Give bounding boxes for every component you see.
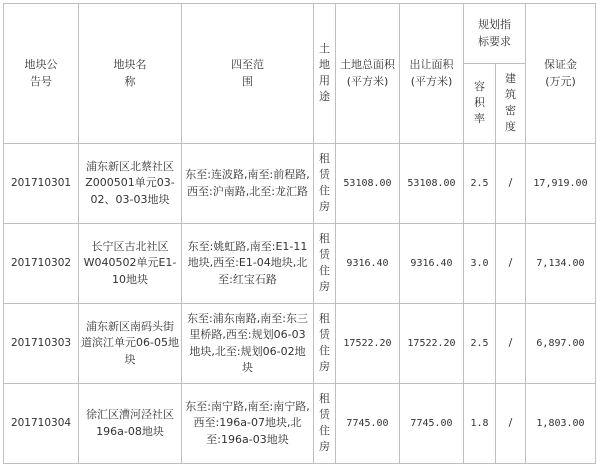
cell-deposit: 7,134.00 [526,224,596,304]
table-row [4,224,596,304]
land-parcel-table [3,3,596,464]
header-bounds: 四至范围 [182,4,314,144]
cell-sale-area: 7745.00 [400,384,464,464]
header-far: 容积率 [464,64,496,144]
cell-usage: 租赁住房 [314,304,336,384]
cell-code: 201710302 [4,224,79,304]
cell-sale-area: 9316.40 [400,224,464,304]
cell-code: 201710303 [4,304,79,384]
header-deposit: 保证金(万元) [526,4,596,144]
cell-usage: 租赁住房 [314,224,336,304]
cell-far: 3.0 [464,224,496,304]
cell-name: 长宁区古北社区W040502单元E1-10地块 [79,224,182,304]
header-planning: 规划指标要求 [464,4,526,64]
cell-deposit: 1,803.00 [526,384,596,464]
cell-density: / [496,304,526,384]
cell-usage: 租赁住房 [314,384,336,464]
cell-total-area: 9316.40 [336,224,400,304]
cell-bounds: 东至:姚虹路,南至:E1-11地块,西至:E1-04地块,北至:红宝石路 [182,224,314,304]
cell-density: / [496,384,526,464]
cell-total-area: 53108.00 [336,144,400,224]
cell-density: / [496,224,526,304]
cell-sale-area: 53108.00 [400,144,464,224]
cell-code: 201710301 [4,144,79,224]
cell-name: 浦东新区南码头街道滨江单元06-05地块 [79,304,182,384]
cell-bounds: 东至:连波路,南至:前程路,西至:沪南路,北至:龙汇路 [182,144,314,224]
cell-bounds: 东至:南宁路,南至:南宁路,西至:196a-07地块,北至:196a-03地块 [182,384,314,464]
cell-deposit: 6,897.00 [526,304,596,384]
cell-far: 1.8 [464,384,496,464]
cell-usage: 租赁住房 [314,144,336,224]
header-sale-area: 出让面积(平方米) [400,4,464,144]
header-total-area: 土地总面积(平方米) [336,4,400,144]
cell-name: 浦东新区北蔡社区Z000501单元03-02、03-03地块 [79,144,182,224]
cell-far: 2.5 [464,304,496,384]
cell-total-area: 17522.20 [336,304,400,384]
header-code: 地块公告号 [4,4,79,144]
cell-far: 2.5 [464,144,496,224]
table-row [4,384,596,464]
header-usage: 土地用途 [314,4,336,144]
cell-density: / [496,144,526,224]
table-row [4,304,596,384]
cell-name: 徐汇区漕河泾社区196a-08地块 [79,384,182,464]
cell-sale-area: 17522.20 [400,304,464,384]
header-name: 地块名称 [79,4,182,144]
cell-bounds: 东至:浦东南路,南至:东三里桥路,西至:规划06-03地块,北至:规划06-02地块 [182,304,314,384]
cell-deposit: 17,919.00 [526,144,596,224]
cell-code: 201710304 [4,384,79,464]
table-row [4,144,596,224]
cell-total-area: 7745.00 [336,384,400,464]
header-density: 建筑密度 [496,64,526,144]
